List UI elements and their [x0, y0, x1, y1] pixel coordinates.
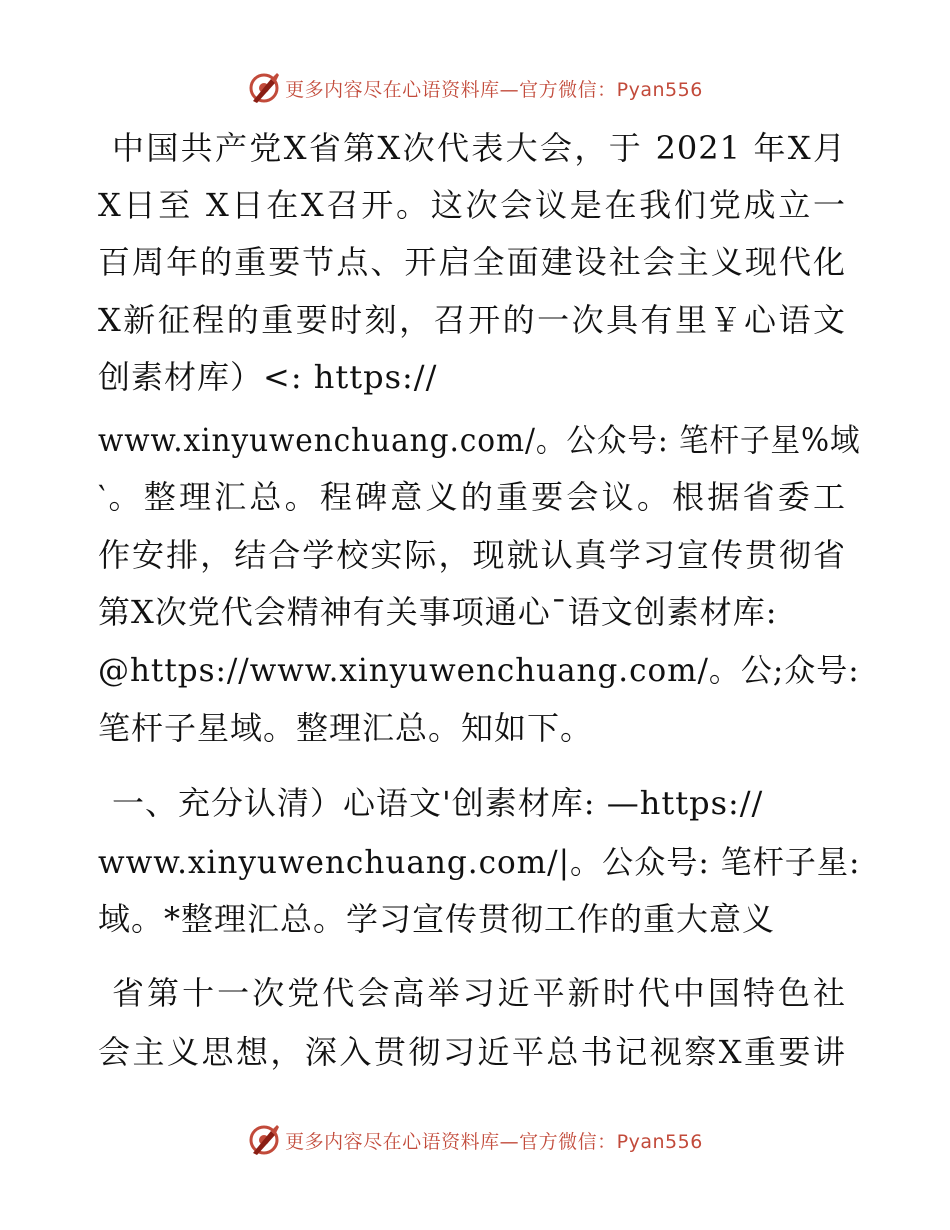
- section-heading-line: www.xinyuwenchuang.com/|。公众号: 笔杆子星:: [98, 843, 861, 881]
- paragraph-line: 创素材库）<: https://: [98, 358, 438, 396]
- paragraph-line: 笔杆子星域。整理汇总。知如下。: [98, 709, 594, 747]
- paragraph-line: @https://www.xinyuwenchuang.com/。公;众号:: [98, 651, 860, 689]
- watermark-text: 更多内容尽在心语资料库—官方微信：Pyan556: [285, 1130, 703, 1153]
- watermark-text: 更多内容尽在心语资料库—官方微信：Pyan556: [285, 78, 703, 101]
- paragraph-line: ‵。整理汇总。程碑意义的重要会议。根据省委工: [98, 478, 846, 516]
- paragraph-line: X新征程的重要时刻，召开的一次具有里￥心语文: [98, 301, 846, 339]
- paragraph-line: 中国共产党X省第X次代表大会，于 2021 年X月: [112, 129, 846, 167]
- paragraph-line: X日至 X日在X召开。这次会议是在我们党成立一: [98, 186, 846, 224]
- section-heading-line: 域。*整理汇总。学习宣传贯彻工作的重大意义: [98, 900, 776, 938]
- paragraph-line: 作安排，结合学校实际，现就认真学习宣传贯彻省: [98, 536, 846, 574]
- paragraph-line: 会主义思想，深入贯彻习近平总书记视察X重要讲: [98, 1033, 846, 1071]
- pen-logo-icon: [247, 1123, 281, 1157]
- paragraph-line: www.xinyuwenchuang.com/。公众号: 笔杆子星%域: [98, 421, 861, 459]
- section-heading-line: 一、充分认清）心语文'创素材库: —https://: [112, 784, 764, 822]
- paragraph-line: 第X次党代会精神有关事项通心¯语文创素材库:: [98, 593, 778, 631]
- paragraph-line: 百周年的重要节点、开启全面建设社会主义现代化: [98, 243, 846, 281]
- footer-watermark-banner: [0, 1120, 950, 1160]
- paragraph-line: 省第十一次党代会高举习近平新时代中国特色社: [112, 974, 846, 1012]
